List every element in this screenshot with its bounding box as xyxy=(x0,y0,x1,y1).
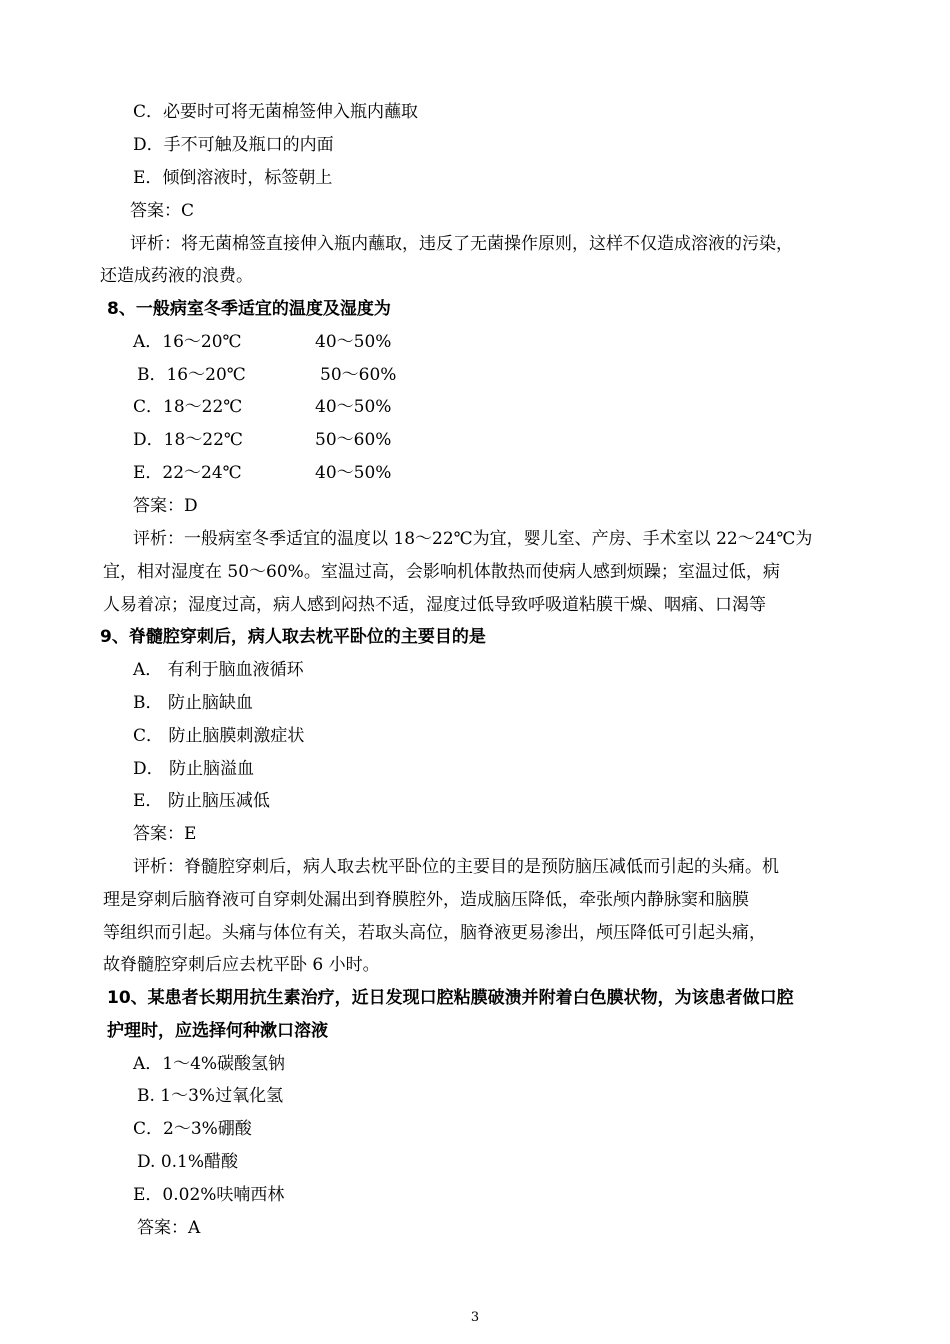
q8-analysis-line: 评析：一般病室冬季适宜的温度以 18～22℃为宜，婴儿室、产房、手术室以 22～24℃为 xyxy=(133,529,813,549)
q7-analysis-line: 评析：将无菌棉签直接伸入瓶内蘸取，违反了无菌操作原则，这样不仅造成溶液的污染， xyxy=(130,234,793,254)
q10-option-e: E．0.02%呋喃西林 xyxy=(133,1185,285,1205)
q8-option-e: E．22～24℃ 40～50% xyxy=(133,463,392,483)
q9-option-e: E． 防止脑压减低 xyxy=(133,791,270,811)
q8-analysis-line: 人易着凉；湿度过高，病人感到闷热不适，湿度过低导致呼吸道粘膜干燥、咽痛、口渴等 xyxy=(103,595,766,615)
q9-analysis-line: 故脊髓腔穿刺后应去枕平卧 6 小时。 xyxy=(103,955,380,975)
page-number: 3 xyxy=(470,1310,480,1325)
q9-option-c: C． 防止脑膜刺激症状 xyxy=(133,726,305,746)
q7-option-e: E．倾倒溶液时，标签朝上 xyxy=(133,168,333,188)
q9-analysis-line: 评析：脊髓腔穿刺后，病人取去枕平卧位的主要目的是预防脑压减低而引起的头痛。机 xyxy=(133,857,779,877)
q8-option-a: A．16～20℃ 40～50% xyxy=(133,332,392,352)
q8-option-c: C．18～22℃ 40～50% xyxy=(133,397,392,417)
q10-answer: 答案：A xyxy=(137,1218,201,1238)
q10-option-c: C．2～3%硼酸 xyxy=(133,1119,252,1139)
q8-answer: 答案：D xyxy=(133,496,198,516)
q9-answer: 答案：E xyxy=(133,824,197,844)
q7-option-c: C．必要时可将无菌棉签伸入瓶内蘸取 xyxy=(133,102,419,122)
q7-analysis-line: 还造成药液的浪费。 xyxy=(100,266,253,286)
q8-option-d: D．18～22℃ 50～60% xyxy=(133,430,392,450)
q9-title: 9、脊髓腔穿刺后，病人取去枕平卧位的主要目的是 xyxy=(100,627,486,647)
q8-option-b: B．16～20℃ 50～60% xyxy=(137,365,397,385)
q9-analysis-line: 理是穿刺后脑脊液可自穿刺处漏出到脊膜腔外，造成脑压降低，牵张颅内静脉窦和脑膜 xyxy=(103,890,749,910)
q9-option-a: A． 有利于脑血液循环 xyxy=(133,660,304,680)
q10-option-b: B. 1～3%过氧化氢 xyxy=(137,1086,284,1106)
q10-option-d: D. 0.1%醋酸 xyxy=(137,1152,239,1172)
q10-title: 10、某患者长期用抗生素治疗，近日发现口腔粘膜破溃并附着白色膜状物，为该患者做口腔 xyxy=(107,988,794,1008)
q9-analysis-line: 等组织而引起。头痛与体位有关，若取头高位，脑脊液更易渗出，颅压降低可引起头痛， xyxy=(103,923,766,943)
q8-title: 8、一般病室冬季适宜的温度及湿度为 xyxy=(107,299,391,319)
q8-analysis-line: 宜，相对湿度在 50～60%。室温过高，会影响机体散热而使病人感到烦躁；室温过低，病 xyxy=(103,562,780,582)
q9-option-d: D． 防止脑溢血 xyxy=(133,759,255,779)
q9-option-b: B． 防止脑缺血 xyxy=(133,693,253,713)
q10-title: 护理时，应选择何种漱口溶液 xyxy=(107,1021,328,1041)
q7-option-d: D．手不可触及瓶口的内面 xyxy=(133,135,334,155)
q10-option-a: A．1～4%碳酸氢钠 xyxy=(133,1054,286,1074)
q7-answer: 答案：C xyxy=(130,201,195,221)
